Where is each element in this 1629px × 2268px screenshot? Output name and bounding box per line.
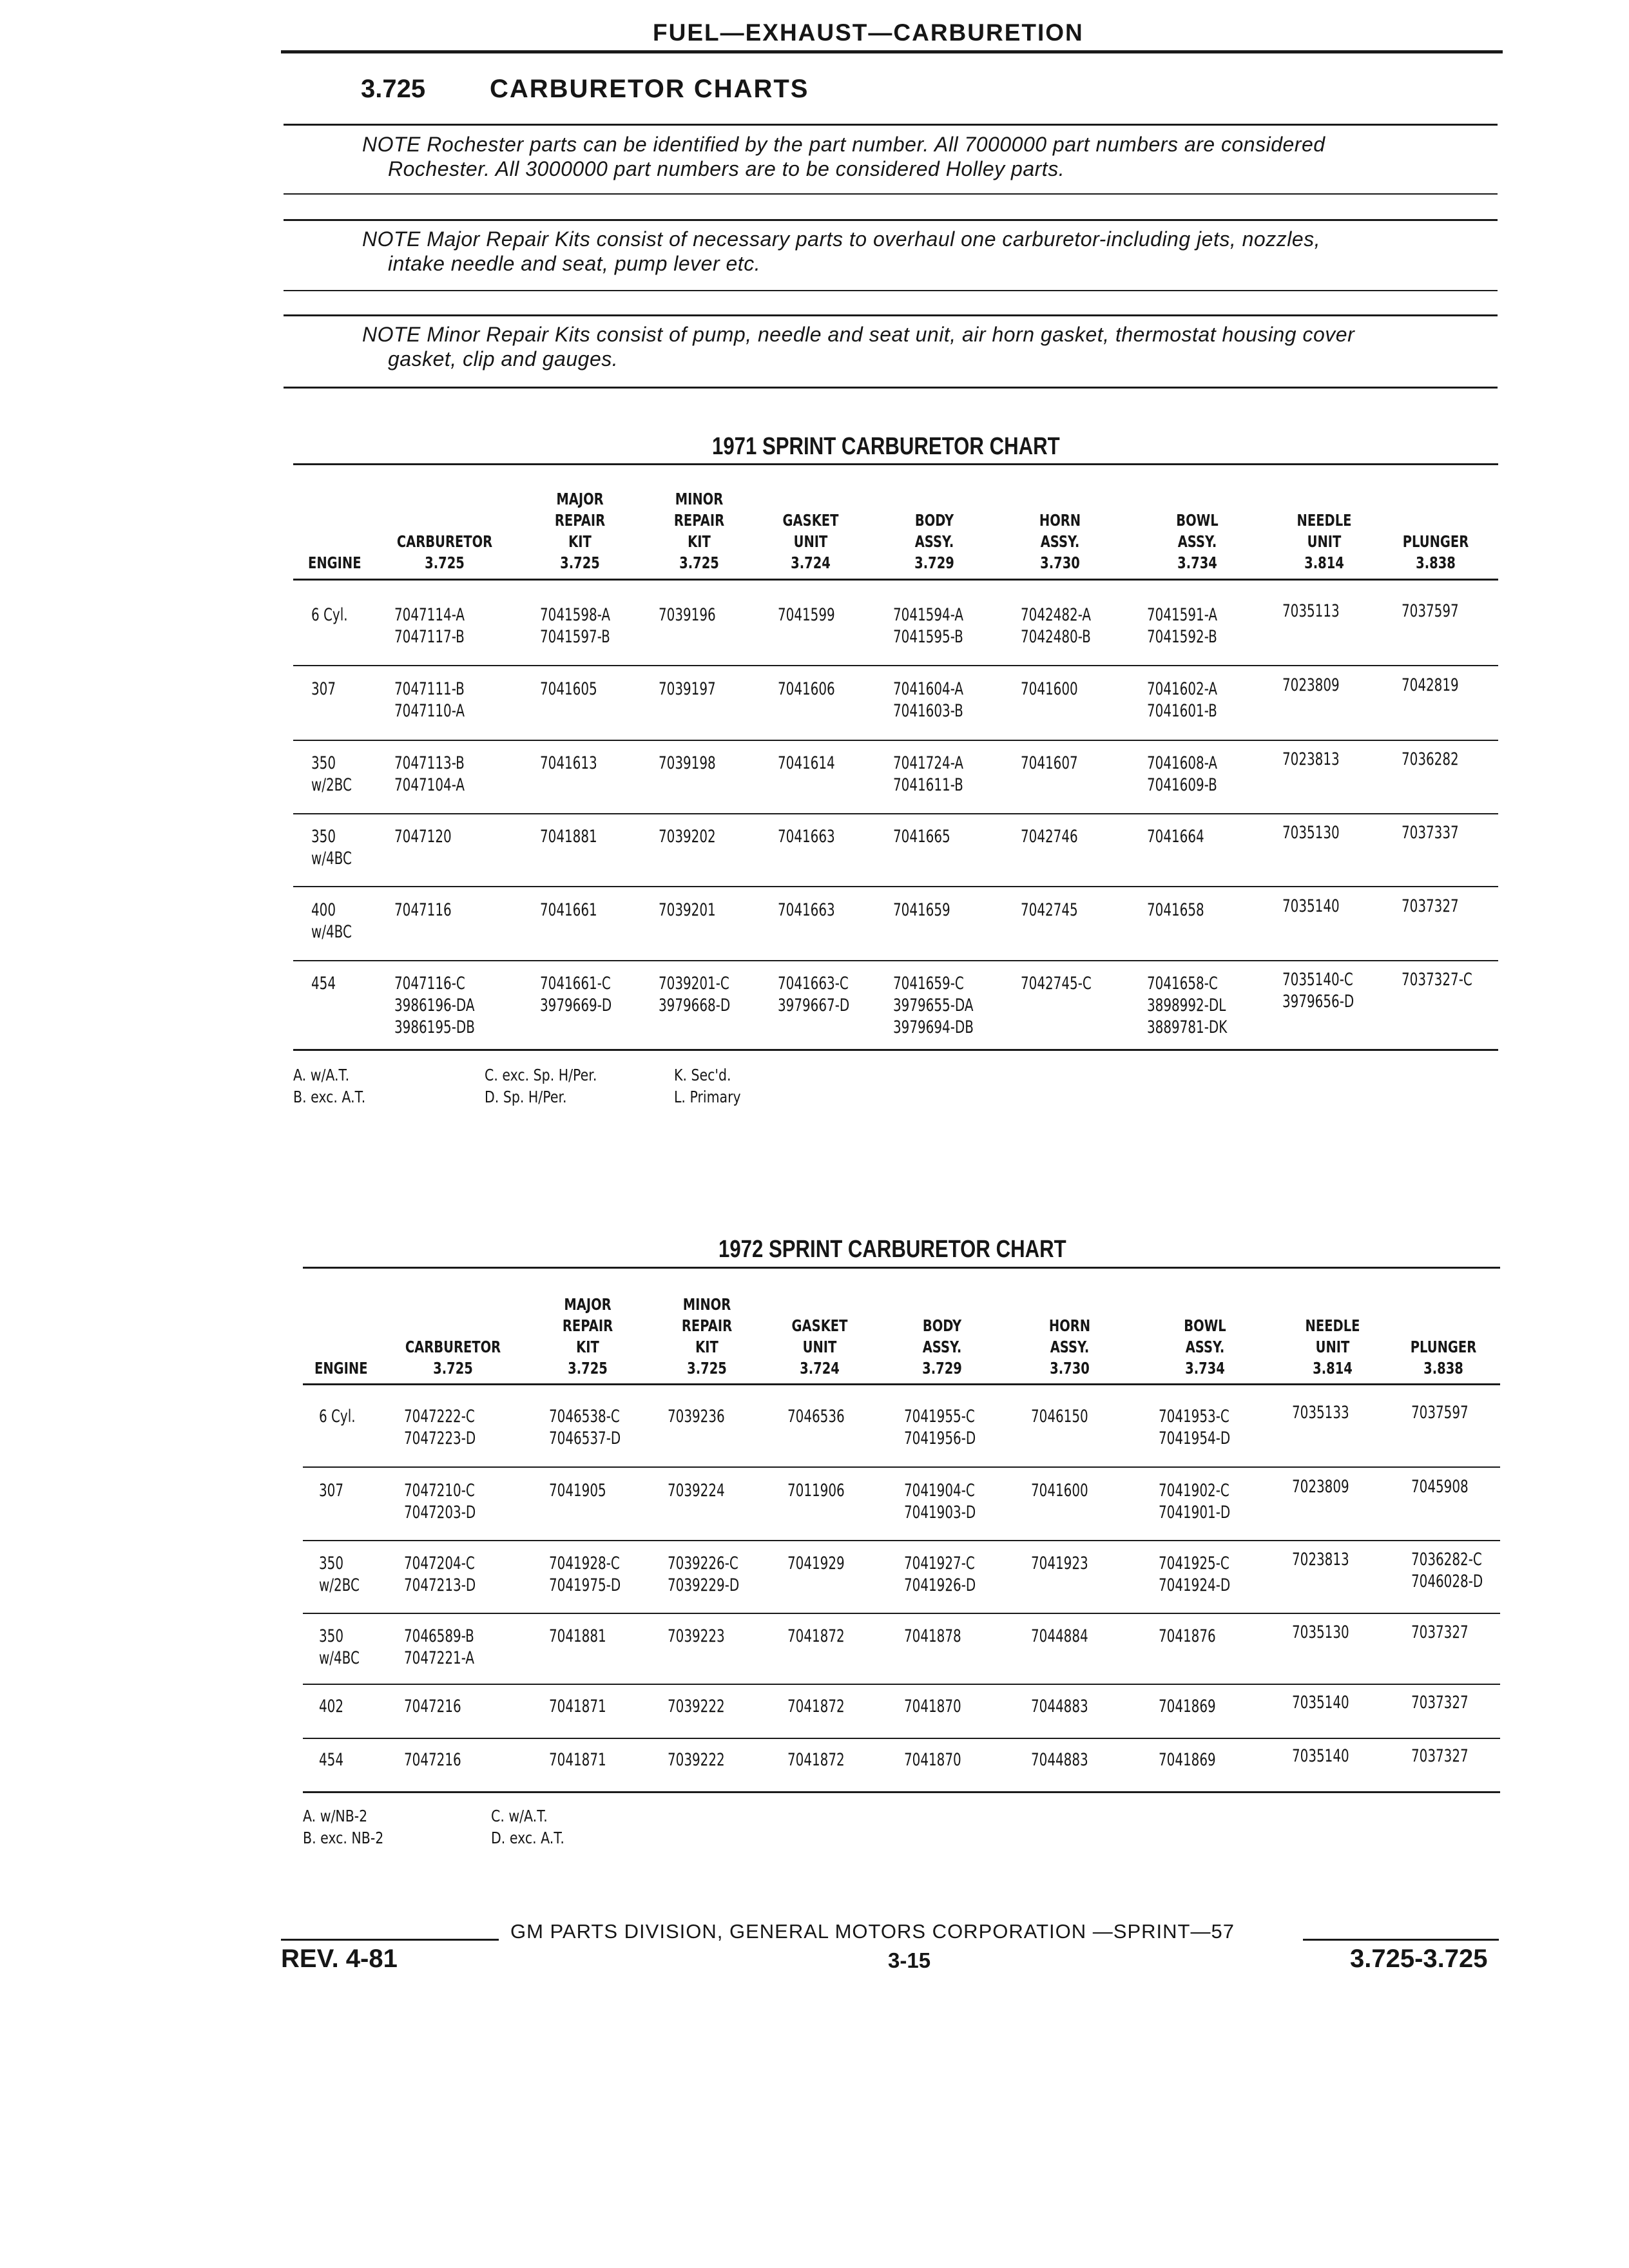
- cell-gasket: 7041614: [778, 753, 835, 773]
- note-line: gasket, clip and gauges.: [388, 347, 619, 370]
- row-divider: [293, 813, 1498, 814]
- cell-major: 7041881: [540, 827, 597, 847]
- cell-carburetor: 7047216: [404, 1750, 461, 1770]
- footnote: D. Sp. H/Per.: [485, 1088, 567, 1106]
- cell-body: 7041665: [893, 827, 950, 847]
- note-rule: [284, 387, 1498, 389]
- row-divider: [303, 1684, 1500, 1685]
- column-header-line: REPAIR: [681, 1316, 733, 1335]
- cell-bowl: 7041869: [1159, 1750, 1216, 1770]
- column-header-line: 3.729: [914, 553, 954, 572]
- cell-gasket: 7041929: [787, 1553, 845, 1573]
- cell-minor: 7039197: [659, 679, 716, 699]
- cell-horn: 7041607: [1021, 753, 1078, 773]
- page-number: 3-15: [888, 1948, 931, 1972]
- footnote: C. exc. Sp. H/Per.: [485, 1066, 597, 1084]
- column-header-line: MINOR: [675, 490, 724, 508]
- column-header-horn: [999, 510, 1120, 573]
- cell-carburetor: 7047114-A 7047117-B: [394, 605, 465, 647]
- cell-plunger: 7036282-C 7046028-D: [1411, 1550, 1483, 1591]
- cell-minor: 7039224: [668, 1481, 725, 1501]
- footnote: A. w/A.T.: [293, 1066, 350, 1084]
- cell-bowl: 7041925-C 7041924-D: [1159, 1553, 1231, 1595]
- cell-bowl: 7041608-A 7041609-B: [1147, 753, 1218, 795]
- cell-engine: 454: [319, 1750, 344, 1770]
- cell-body: 7041594-A 7041595-B: [893, 605, 964, 647]
- cell-body: 7041955-C 7041956-D: [904, 1407, 976, 1448]
- footnote: B. exc. A.T.: [293, 1088, 366, 1106]
- cell-horn: 7042745-C: [1021, 974, 1092, 994]
- column-header-line: HORN: [1039, 511, 1081, 530]
- page-header-title: FUEL—EXHAUST—CARBURETION: [653, 19, 1084, 46]
- cell-plunger: 7037327-C: [1402, 970, 1472, 990]
- cell-needle: 7035130: [1292, 1622, 1349, 1642]
- cell-engine: 307: [311, 679, 336, 699]
- note-rule: [284, 193, 1498, 195]
- row-divider: [303, 1613, 1500, 1614]
- column-header-line: PLUNGER: [1402, 532, 1469, 551]
- column-header-line: REPAIR: [673, 511, 725, 530]
- cell-engine: 454: [311, 974, 336, 994]
- footnote: L. Primary: [674, 1088, 741, 1106]
- cell-needle: 7023809: [1282, 675, 1340, 695]
- cell-bowl: 7041658-C 3898992-DL 3889781-DK: [1147, 974, 1228, 1037]
- column-header-line: MINOR: [682, 1295, 731, 1314]
- note-rule: [284, 290, 1498, 291]
- footnote: A. w/NB-2: [303, 1807, 368, 1825]
- chart-rule: [293, 463, 1498, 465]
- cell-minor: 7039222: [668, 1750, 725, 1770]
- cell-needle: 7023809: [1292, 1477, 1349, 1497]
- column-header-line: CARBURETOR: [396, 532, 493, 551]
- column-header-carburetor: [384, 531, 505, 573]
- cell-needle: 7035113: [1282, 601, 1340, 621]
- cell-minor: 7039198: [659, 753, 716, 773]
- footer-rule: [281, 1939, 499, 1941]
- cell-minor: 7039223: [668, 1626, 725, 1646]
- cell-plunger: 7037597: [1402, 601, 1459, 621]
- cell-engine: 350 w/4BC: [319, 1626, 360, 1668]
- footnote: K. Sec'd.: [674, 1066, 731, 1084]
- chart-1972-title: 1972 SPRINT CARBURETOR CHART: [718, 1236, 1066, 1263]
- column-header-line: UNIT: [793, 532, 828, 551]
- cell-horn: 7042745: [1021, 900, 1078, 920]
- cell-bowl: 7041658: [1147, 900, 1204, 920]
- row-divider: [293, 740, 1498, 741]
- chart-rule: [303, 1383, 1500, 1385]
- cell-gasket: 7041872: [787, 1750, 845, 1770]
- chart-rule: [303, 1267, 1500, 1269]
- column-header-line: REPAIR: [554, 511, 606, 530]
- column-header-bowl: [1137, 510, 1257, 573]
- section-number: 3.725: [361, 75, 426, 103]
- cell-minor: 7039196: [659, 605, 716, 625]
- cell-body: 7041878: [904, 1626, 961, 1646]
- cell-bowl: 7041664: [1147, 827, 1204, 847]
- column-header-line: 3.814: [1313, 1359, 1353, 1378]
- cell-needle: 7035140: [1292, 1693, 1349, 1713]
- cell-plunger: 7045908: [1411, 1477, 1469, 1497]
- footnote: D. exc. A.T.: [491, 1829, 564, 1847]
- cell-horn: 7041923: [1031, 1553, 1088, 1573]
- cell-major: 7041881: [549, 1626, 606, 1646]
- cell-gasket: 7041663-C 3979667-D: [778, 974, 850, 1015]
- cell-carburetor: 7047210-C 7047203-D: [404, 1481, 476, 1523]
- column-header-horn: [1009, 1315, 1130, 1379]
- note-line: NOTE Rochester parts can be identified by the part number. All 7000000 part numbers are considered: [362, 133, 1325, 156]
- column-header-line: ASSY.: [1040, 532, 1080, 551]
- column-header-line: MAJOR: [564, 1295, 612, 1314]
- section-range: 3.725-3.725: [1350, 1945, 1488, 1973]
- column-header-line: ASSY.: [1050, 1338, 1090, 1356]
- cell-gasket: 7041599: [778, 605, 835, 625]
- column-header-line: 3.734: [1185, 1359, 1225, 1378]
- cell-plunger: 7037597: [1411, 1403, 1469, 1423]
- column-header-line: ASSY.: [1177, 532, 1217, 551]
- cell-engine: 350 w/2BC: [311, 753, 352, 795]
- cell-carburetor: 7047216: [404, 1696, 461, 1716]
- cell-gasket: 7041663: [778, 827, 835, 847]
- cell-major: 7046538-C 7046537-D: [549, 1407, 621, 1448]
- cell-horn: 7042482-A 7042480-B: [1021, 605, 1092, 647]
- cell-body: 7041927-C 7041926-D: [904, 1553, 976, 1595]
- column-header-line: 3.725: [568, 1359, 608, 1378]
- chart-1971-title: 1971 SPRINT CARBURETOR CHART: [712, 433, 1060, 460]
- column-header-plunger: [1383, 1336, 1503, 1379]
- cell-engine: 402: [319, 1696, 344, 1716]
- column-header-line: UNIT: [1307, 532, 1342, 551]
- column-header-line: NEEDLE: [1296, 511, 1352, 530]
- cell-major: 7041871: [549, 1750, 606, 1770]
- cell-minor: 7039202: [659, 827, 716, 847]
- cell-minor: 7039236: [668, 1407, 725, 1427]
- column-header-line: 3.725: [433, 1359, 473, 1378]
- cell-major: 7041871: [549, 1696, 606, 1716]
- cell-horn: 7044883: [1031, 1750, 1088, 1770]
- cell-gasket: 7046536: [787, 1407, 845, 1427]
- note-minor-kits: [362, 322, 1496, 371]
- cell-gasket: 7041872: [787, 1626, 845, 1646]
- column-header-line: ENGINE: [314, 1359, 368, 1378]
- cell-major: 7041605: [540, 679, 597, 699]
- cell-gasket: 7041606: [778, 679, 835, 699]
- column-header-line: 3.734: [1177, 553, 1217, 572]
- row-divider: [293, 665, 1498, 666]
- column-header-line: 3.725: [687, 1359, 727, 1378]
- cell-needle: 7035140: [1292, 1746, 1349, 1766]
- column-header-gasket: [750, 510, 871, 573]
- footnote: B. exc. NB-2: [303, 1829, 384, 1847]
- cell-engine: 307: [319, 1481, 344, 1501]
- cell-needle: 7035140: [1282, 896, 1340, 916]
- column-header-major: [527, 1294, 648, 1379]
- cell-major: 7041905: [549, 1481, 606, 1501]
- column-header-body: [874, 510, 994, 573]
- column-header-line: GASKET: [791, 1316, 848, 1335]
- cell-body: 7041870: [904, 1750, 961, 1770]
- cell-plunger: 7037327: [1411, 1622, 1469, 1642]
- cell-body: 7041870: [904, 1696, 961, 1716]
- section-title: CARBURETOR CHARTS: [490, 75, 809, 103]
- cell-carburetor: 7047116: [394, 900, 452, 920]
- row-divider: [303, 1466, 1500, 1468]
- column-header-engine: [308, 552, 361, 573]
- column-header-line: 3.724: [800, 1359, 840, 1378]
- cell-needle: 7035130: [1282, 823, 1340, 843]
- cell-minor: 7039222: [668, 1696, 725, 1716]
- column-header-line: ASSY.: [922, 1338, 962, 1356]
- footer-publisher: GM PARTS DIVISION, GENERAL MOTORS CORPORATION —SPRINT—57: [510, 1920, 1235, 1943]
- footer-rule: [1303, 1939, 1499, 1941]
- column-header-line: NEEDLE: [1305, 1316, 1360, 1335]
- note-rule: [284, 219, 1498, 221]
- cell-horn: 7041600: [1021, 679, 1078, 699]
- note-rochester: [362, 132, 1496, 181]
- column-header-line: ASSY.: [914, 532, 954, 551]
- cell-plunger: 7037327: [1411, 1693, 1469, 1713]
- cell-carburetor: 7047120: [394, 827, 452, 847]
- cell-bowl: 7041591-A 7041592-B: [1147, 605, 1218, 647]
- cell-bowl: 7041869: [1159, 1696, 1216, 1716]
- cell-needle: 7035140-C 3979656-D: [1282, 970, 1354, 1012]
- cell-horn: 7044884: [1031, 1626, 1088, 1646]
- column-header-engine: [314, 1358, 368, 1379]
- cell-gasket: 7011906: [787, 1481, 845, 1501]
- column-header-line: 3.814: [1304, 553, 1344, 572]
- cell-carburetor: 7046589-B 7047221-A: [404, 1626, 475, 1668]
- column-header-needle: [1264, 510, 1384, 573]
- column-header-plunger: [1375, 531, 1496, 573]
- note-rule: [284, 314, 1498, 316]
- column-header-line: HORN: [1048, 1316, 1091, 1335]
- column-header-line: 3.725: [679, 553, 719, 572]
- cell-body: 7041604-A 7041603-B: [893, 679, 964, 721]
- row-divider: [293, 886, 1498, 887]
- column-header-carburetor: [392, 1336, 513, 1379]
- cell-engine: 400 w/4BC: [311, 900, 352, 942]
- cell-major: 7041613: [540, 753, 597, 773]
- column-header-line: REPAIR: [562, 1316, 613, 1335]
- cell-horn: 7044883: [1031, 1696, 1088, 1716]
- cell-needle: 7023813: [1292, 1550, 1349, 1570]
- cell-minor: 7039201-C 3979668-D: [659, 974, 731, 1015]
- row-divider: [303, 1540, 1500, 1541]
- note-line: Rochester. All 3000000 part numbers are to be considered Holley parts.: [388, 157, 1065, 180]
- column-header-line: 3.724: [791, 553, 831, 572]
- cell-body: 7041659-C 3979655-DA 3979694-DB: [893, 974, 974, 1037]
- cell-major: 7041598-A 7041597-B: [540, 605, 611, 647]
- cell-bowl: 7041902-C 7041901-D: [1159, 1481, 1231, 1523]
- column-header-body: [882, 1315, 1002, 1379]
- cell-minor: 7039201: [659, 900, 716, 920]
- cell-bowl: 7041953-C 7041954-D: [1159, 1407, 1231, 1448]
- cell-major: 7041661-C 3979669-D: [540, 974, 612, 1015]
- column-header-line: MAJOR: [556, 490, 604, 508]
- cell-plunger: 7036282: [1402, 749, 1459, 769]
- cell-carburetor: 7047116-C 3986196-DA 3986195-DB: [394, 974, 475, 1037]
- column-header-line: 3.730: [1050, 1359, 1090, 1378]
- column-header-line: 3.729: [922, 1359, 962, 1378]
- column-header-line: KIT: [568, 532, 592, 551]
- cell-engine: 350 w/4BC: [311, 827, 352, 869]
- row-divider: [293, 1049, 1498, 1051]
- cell-body: 7041659: [893, 900, 950, 920]
- column-header-line: BOWL: [1176, 511, 1219, 530]
- column-header-line: BODY: [914, 511, 954, 530]
- cell-carburetor: 7047204-C 7047213-D: [404, 1553, 476, 1595]
- column-header-line: 3.725: [425, 553, 465, 572]
- column-header-line: 3.730: [1040, 553, 1080, 572]
- column-header-gasket: [759, 1315, 880, 1379]
- cell-needle: 7035133: [1292, 1403, 1349, 1423]
- cell-needle: 7023813: [1282, 749, 1340, 769]
- cell-bowl: 7041876: [1159, 1626, 1216, 1646]
- cell-bowl: 7041602-A 7041601-B: [1147, 679, 1218, 721]
- column-header-line: KIT: [695, 1338, 718, 1356]
- note-major-kits: [362, 227, 1496, 276]
- cell-body: 7041904-C 7041903-D: [904, 1481, 976, 1523]
- note-line: NOTE Major Repair Kits consist of necessary parts to overhaul one carburetor-including jets, nozzles,: [362, 227, 1320, 251]
- column-header-line: KIT: [576, 1338, 599, 1356]
- column-header-needle: [1272, 1315, 1393, 1379]
- header-rule: [281, 50, 1503, 53]
- cell-engine: 350 w/2BC: [319, 1553, 360, 1595]
- cell-major: 7041928-C 7041975-D: [549, 1553, 621, 1595]
- column-header-line: 3.838: [1423, 1359, 1463, 1378]
- cell-horn: 7042746: [1021, 827, 1078, 847]
- cell-plunger: 7042819: [1402, 675, 1459, 695]
- cell-plunger: 7037327: [1411, 1746, 1469, 1766]
- cell-engine: 6 Cyl.: [311, 605, 348, 625]
- revision-label: REV. 4-81: [281, 1945, 398, 1973]
- column-header-line: PLUNGER: [1410, 1338, 1477, 1356]
- column-header-line: BODY: [922, 1316, 962, 1335]
- column-header-minor: [646, 1294, 767, 1379]
- column-header-line: BOWL: [1184, 1316, 1226, 1335]
- column-header-major: [519, 488, 640, 573]
- cell-horn: 7046150: [1031, 1407, 1088, 1427]
- note-line: NOTE Minor Repair Kits consist of pump, needle and seat unit, air horn gasket, thermostat housing cover: [362, 323, 1355, 346]
- cell-major: 7041661: [540, 900, 597, 920]
- note-line: intake needle and seat, pump lever etc.: [388, 252, 761, 275]
- cell-engine: 6 Cyl.: [319, 1407, 356, 1427]
- column-header-line: ENGINE: [308, 553, 361, 572]
- column-header-line: CARBURETOR: [405, 1338, 501, 1356]
- cell-carburetor: 7047113-B 7047104-A: [394, 753, 465, 795]
- cell-gasket: 7041663: [778, 900, 835, 920]
- cell-carburetor: 7047111-B 7047110-A: [394, 679, 465, 721]
- row-divider: [293, 960, 1498, 961]
- cell-gasket: 7041872: [787, 1696, 845, 1716]
- cell-plunger: 7037337: [1402, 823, 1459, 843]
- cell-carburetor: 7047222-C 7047223-D: [404, 1407, 476, 1448]
- footnote: C. w/A.T.: [491, 1807, 548, 1825]
- note-rule: [284, 124, 1498, 126]
- column-header-line: 3.838: [1416, 553, 1456, 572]
- row-divider: [303, 1738, 1500, 1739]
- column-header-minor: [639, 488, 759, 573]
- chart-rule: [293, 579, 1498, 581]
- column-header-line: KIT: [688, 532, 711, 551]
- column-header-line: GASKET: [782, 511, 839, 530]
- column-header-bowl: [1144, 1315, 1265, 1379]
- column-header-line: ASSY.: [1185, 1338, 1225, 1356]
- cell-plunger: 7037327: [1402, 896, 1459, 916]
- cell-body: 7041724-A 7041611-B: [893, 753, 964, 795]
- cell-minor: 7039226-C 7039229-D: [668, 1553, 740, 1595]
- row-divider: [303, 1791, 1500, 1793]
- cell-horn: 7041600: [1031, 1481, 1088, 1501]
- column-header-line: 3.725: [560, 553, 600, 572]
- column-header-line: UNIT: [1315, 1338, 1350, 1356]
- column-header-line: UNIT: [802, 1338, 837, 1356]
